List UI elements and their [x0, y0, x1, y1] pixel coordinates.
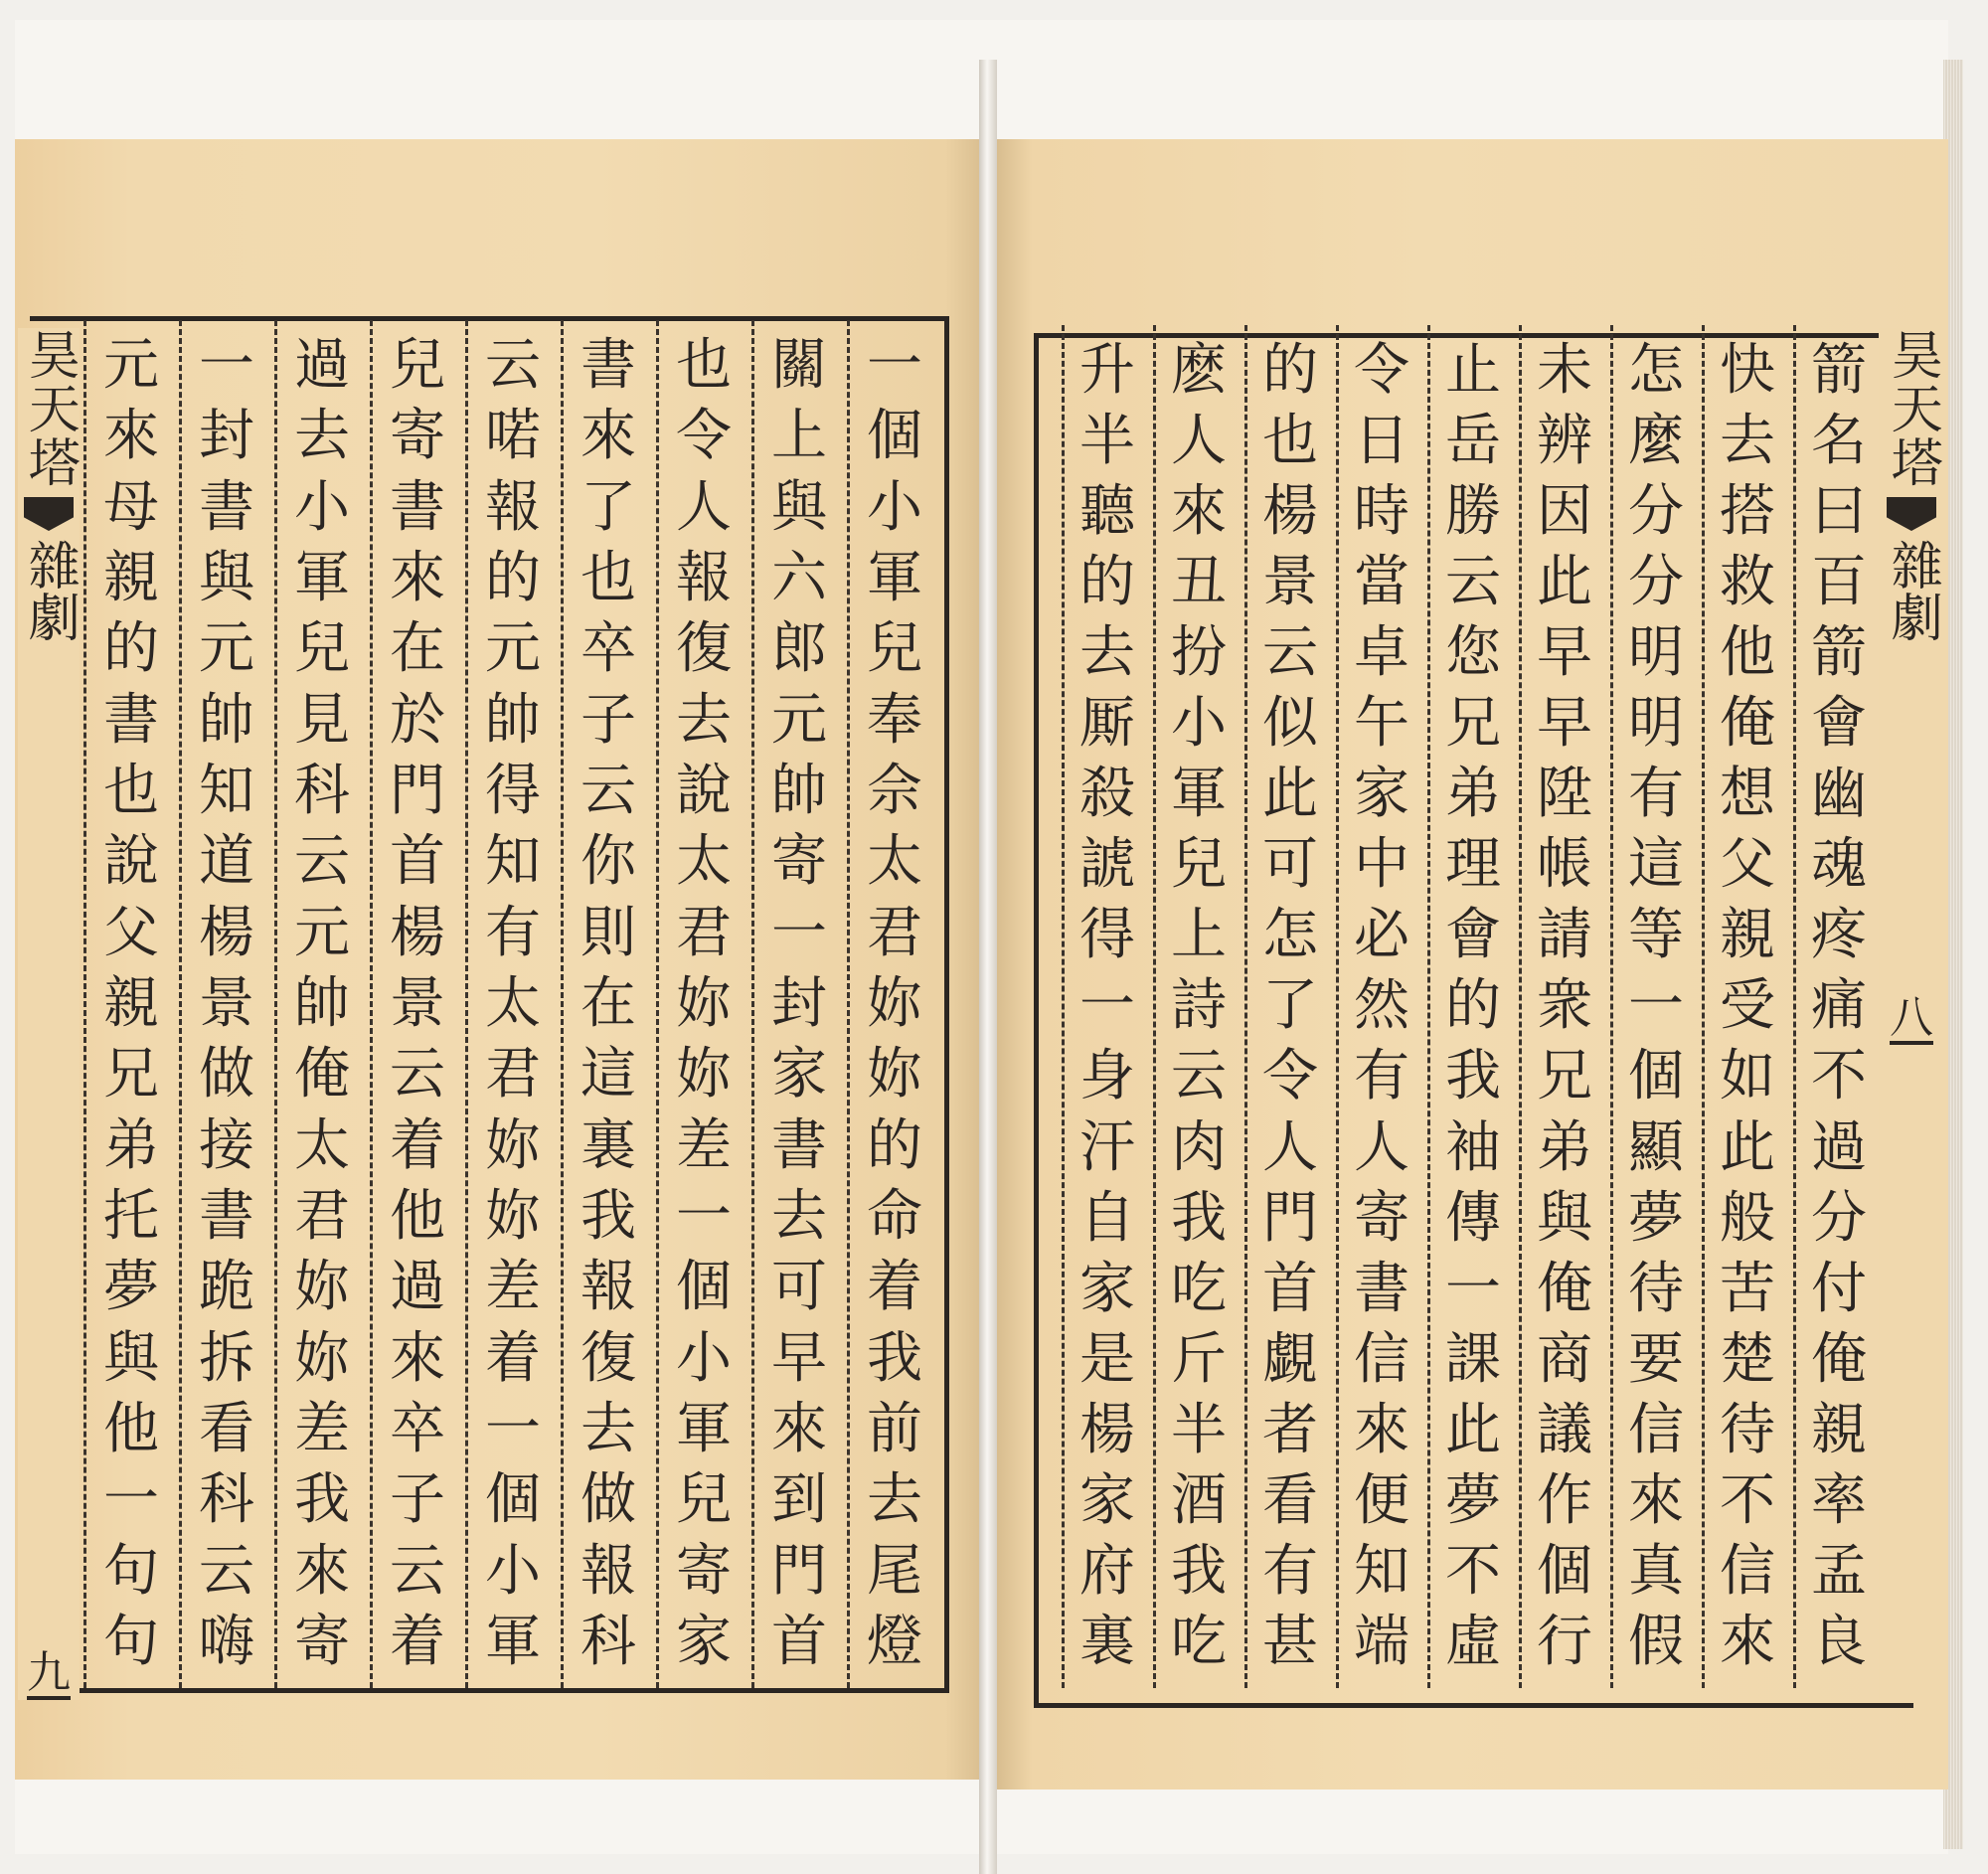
text-column: 書 來 了 也 卒 子 云 你 則 在 這 裏 我 報 復 去 做 報 科 [580, 333, 636, 1674]
column-rule [656, 320, 659, 1688]
column-rule [83, 320, 86, 1688]
text-column: 兒 寄 書 來 在 於 門 首 楊 景 云 着 他 過 來 卒 子 云 着 [390, 333, 445, 1674]
right-margin-title: 昊天塔 [1882, 328, 1942, 489]
left-margin-section: 雜劇 [19, 539, 80, 642]
text-column: 止 岳 勝 云 您 兄 弟 理 會 的 我 袖 傳 一 課 此 夢 不 虛 [1445, 338, 1501, 1674]
text-column: 的 也 楊 景 云 似 此 可 怎 了 令 人 門 首 覷 者 看 有 甚 [1262, 338, 1318, 1674]
fishtail-mark-icon [1887, 497, 1936, 531]
right-page-margin [1879, 328, 1944, 1700]
text-column: 過 去 小 軍 兒 見 科 云 元 帥 俺 太 君 妳 妳 差 我 來 寄 [294, 333, 350, 1674]
text-column: 一 封 書 與 元 帥 知 道 楊 景 做 接 書 跪 拆 看 科 云 嗨 [199, 333, 254, 1674]
column-rule [1062, 325, 1065, 1688]
column-rule [1702, 325, 1705, 1688]
text-column: 令 日 時 當 卓 午 家 中 必 然 有 人 寄 書 信 來 便 知 端 [1354, 338, 1409, 1674]
text-column: 麽 人 來 丑 扮 小 軍 兒 上 詩 云 肉 我 吃 斤 半 酒 我 吃 [1171, 338, 1227, 1674]
book-gutter [979, 60, 997, 1874]
text-column: 快 去 搭 救 他 俺 想 父 親 受 如 此 般 苦 楚 待 不 信 來 [1720, 338, 1775, 1674]
fishtail-mark-icon [24, 497, 74, 531]
left-margin-title: 昊天塔 [19, 328, 80, 489]
text-column: 元 來 母 親 的 書 也 說 父 親 兄 弟 托 夢 與 他 一 句 句 [103, 333, 159, 1674]
text-column: 也 令 人 報 復 去 說 太 君 妳 妳 差 一 個 小 軍 兒 寄 家 [676, 333, 732, 1674]
column-rule [274, 320, 277, 1688]
right-margin-section: 雜劇 [1882, 539, 1942, 642]
column-rule [1244, 325, 1247, 1688]
column-rule [465, 320, 468, 1688]
left-page-number: 九 [27, 1650, 71, 1700]
column-rule [1336, 325, 1339, 1688]
column-rule [370, 320, 373, 1688]
left-page-margin [18, 328, 80, 1700]
column-rule [1427, 325, 1430, 1688]
column-rule [179, 320, 182, 1688]
text-column: 云 喏 報 的 元 帥 得 知 有 太 君 妳 妳 差 着 一 個 小 軍 [485, 333, 541, 1674]
column-rule [1793, 325, 1796, 1688]
text-column: 未 辨 因 此 早 早 陞 帳 請 衆 兄 弟 與 俺 商 議 作 個 行 [1537, 338, 1592, 1674]
column-rule [847, 320, 850, 1688]
column-rule [1153, 325, 1156, 1688]
text-column: 箭 名 曰 百 箭 會 幽 魂 疼 痛 不 過 分 付 俺 親 率 孟 良 [1811, 338, 1867, 1674]
column-rule [1519, 325, 1522, 1688]
column-rule [751, 320, 754, 1688]
column-rule [561, 320, 564, 1688]
text-column: 怎 麼 分 分 明 明 有 這 等 一 個 顯 夢 待 要 信 來 真 假 [1628, 338, 1684, 1674]
column-rule [1610, 325, 1613, 1688]
right-page-number: 八 [1890, 995, 1933, 1045]
text-column: 關 上 與 六 郎 元 帥 寄 一 封 家 書 去 可 早 來 到 門 首 [771, 333, 827, 1674]
text-column: 一 個 小 軍 兒 奉 佘 太 君 妳 妳 的 命 着 我 前 去 尾 燈 [867, 333, 922, 1674]
text-column: 升 半 聽 的 去 厮 殺 諕 得 一 身 汗 自 家 是 楊 家 府 裏 [1079, 338, 1135, 1674]
